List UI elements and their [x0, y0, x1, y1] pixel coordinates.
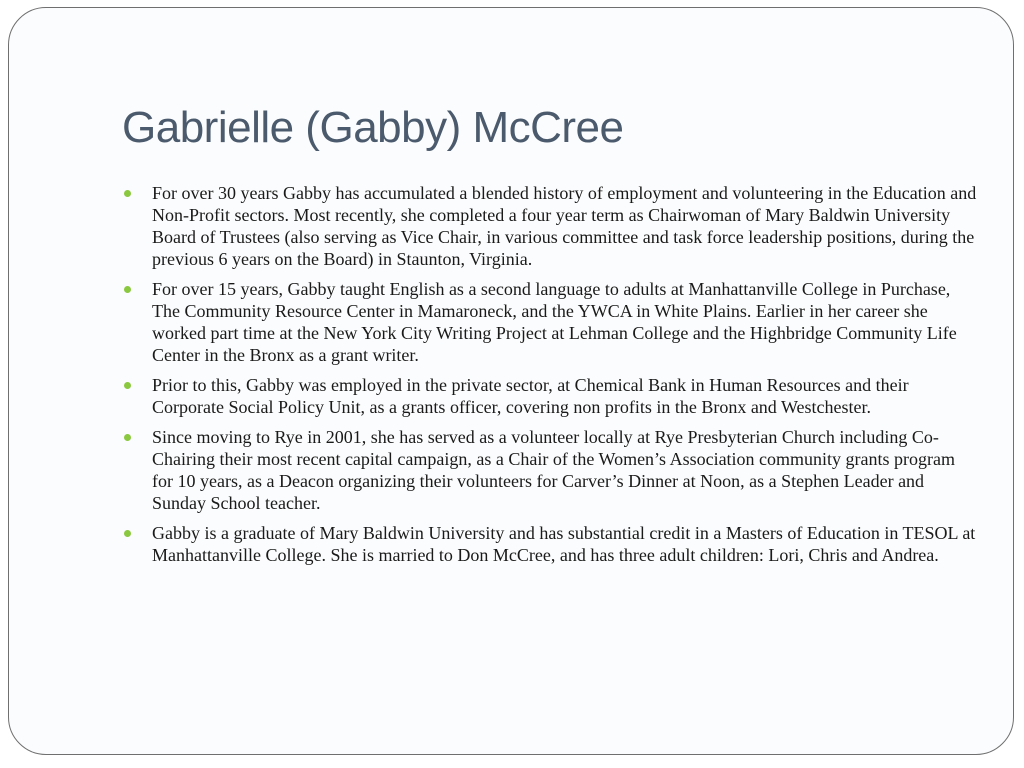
- bullet-dot-icon: [124, 286, 131, 293]
- bullet-text: For over 15 years, Gabby taught English as a second language to adults at Manhattanville College in Purchase, The Community Resource Center in Mamaroneck, and the YWCA in White Plains. Earlier in her career she worked part time at the New York City Writing Project at Lehman College and the Highbridge Community Life Center in the Bronx as a grant writer.: [152, 279, 957, 365]
- bullet-item: [122, 522, 978, 566]
- slide-title: Gabrielle (Gabby) McCree: [122, 103, 624, 152]
- slide-frame: [8, 7, 1014, 755]
- bullet-text: Gabby is a graduate of Mary Baldwin University and has substantial credit in a Masters of Education in TESOL at Manhattanville College. She is married to Don McCree, and has three adult children: Lori, Chris and Andrea.: [152, 523, 976, 565]
- bullet-item: [122, 182, 978, 270]
- bullet-text: Prior to this, Gabby was employed in the private sector, at Chemical Bank in Human Resources and their Corporate Social Policy Unit, as a grants officer, covering non profits in the Bronx and Westchester.: [152, 375, 909, 417]
- bullet-item: [122, 374, 978, 418]
- bullet-item: [122, 426, 978, 514]
- bullet-dot-icon: [124, 382, 131, 389]
- bullet-text: Since moving to Rye in 2001, she has served as a volunteer locally at Rye Presbyterian Church including Co-Chairing their most recent capital campaign, as a Chair of the Women’s Association community grants program for 10 years, as a Deacon organizing their volunteers for Carver’s Dinner at Noon, as a Stephen Leader and Sunday School teacher.: [152, 427, 956, 513]
- bullet-list: [122, 182, 978, 574]
- bullet-dot-icon: [124, 190, 131, 197]
- bullet-text: For over 30 years Gabby has accumulated a blended history of employment and volunteering in the Education and Non-Profit sectors. Most recently, she completed a four year term as Chairwoman of Mary Baldwin University Board of Trustees (also serving as Vice Chair, in various committee and task force leadership positions, during the previous 6 years on the Board) in Staunton, Virginia.: [152, 183, 977, 269]
- bullet-dot-icon: [124, 530, 131, 537]
- bullet-dot-icon: [124, 434, 131, 441]
- bullet-item: [122, 278, 978, 366]
